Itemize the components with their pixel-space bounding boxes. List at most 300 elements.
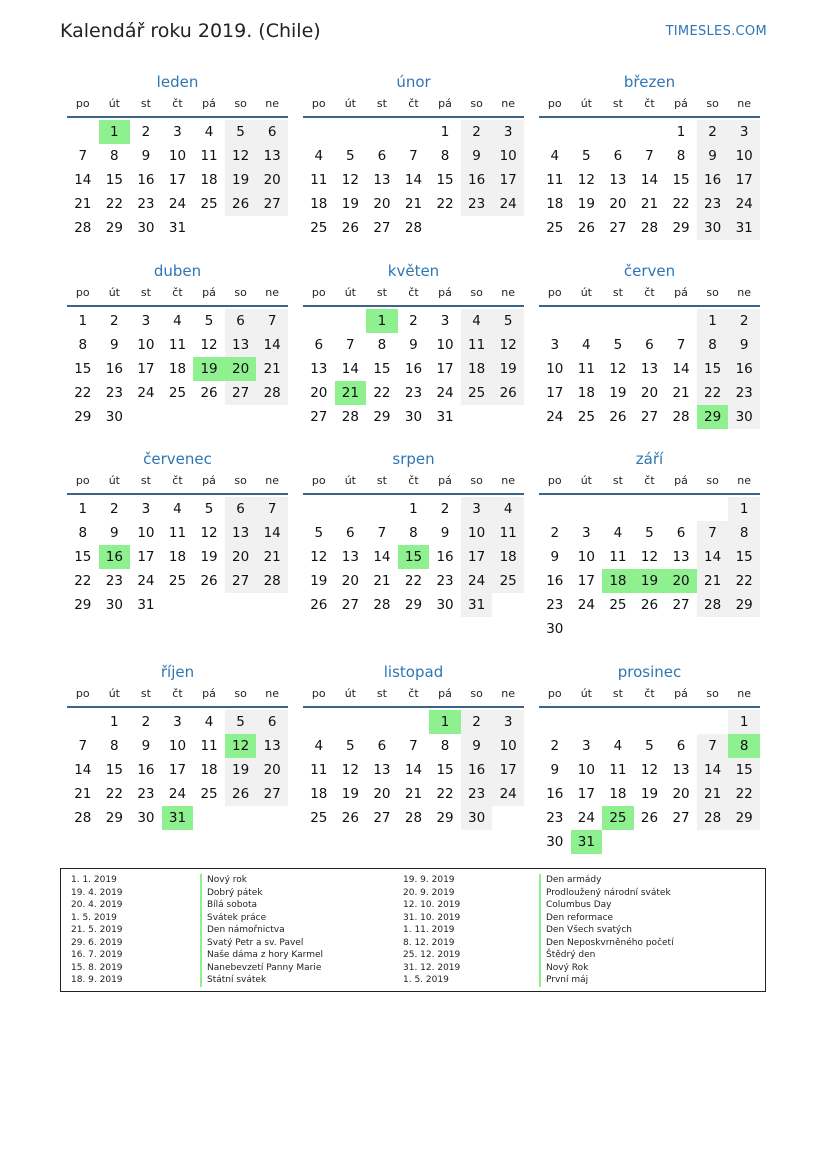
day-cell: 9 bbox=[461, 734, 493, 758]
day-grid bbox=[67, 309, 288, 429]
day-cell: 30 bbox=[137, 810, 155, 826]
legend-names-col-1 bbox=[200, 874, 323, 987]
weekday-label: pá bbox=[674, 286, 688, 299]
weekday-label: pá bbox=[438, 474, 452, 487]
weekday-label: čt bbox=[644, 474, 655, 487]
weekday-label: pá bbox=[202, 474, 216, 487]
day-cell: 15 bbox=[74, 361, 92, 377]
day-cell: 2 bbox=[461, 710, 493, 734]
day-blank bbox=[602, 120, 634, 144]
day-cell: 2 bbox=[141, 714, 151, 730]
day-cell: 8 bbox=[697, 333, 729, 357]
day-cell: 30 bbox=[404, 409, 423, 425]
day-cell: 29 bbox=[105, 220, 123, 236]
day-cell: 13 bbox=[256, 734, 288, 758]
day-cell: 3 bbox=[492, 710, 524, 734]
day-cell: 7 bbox=[697, 734, 729, 758]
day-cell: 5 bbox=[645, 525, 654, 541]
day-cell: 12 bbox=[200, 337, 218, 353]
day-cell: 4 bbox=[314, 148, 324, 164]
day-cell: 3 bbox=[440, 313, 450, 329]
day-cell: 6 bbox=[256, 710, 288, 734]
day-cell: 16 bbox=[436, 549, 454, 565]
day-cell: 9 bbox=[110, 337, 119, 353]
day-cell: 26 bbox=[341, 220, 359, 236]
day-blank bbox=[665, 309, 697, 333]
holiday-day-cell: 19 bbox=[634, 569, 666, 593]
day-grid bbox=[67, 710, 288, 830]
day-cell: 19 bbox=[200, 549, 218, 565]
day-cell: 11 bbox=[461, 333, 493, 357]
day-cell: 17 bbox=[168, 172, 187, 188]
day-blank bbox=[539, 710, 571, 734]
day-cell: 6 bbox=[314, 337, 324, 353]
day-cell: 13 bbox=[310, 361, 328, 377]
day-blank bbox=[571, 710, 603, 734]
holiday-day-cell: 21 bbox=[335, 381, 367, 405]
month-březen bbox=[539, 70, 760, 240]
day-cell: 27 bbox=[640, 409, 659, 425]
day-cell: 19 bbox=[225, 758, 257, 782]
day-cell: 2 bbox=[440, 501, 450, 517]
day-blank bbox=[571, 120, 603, 144]
day-cell: 9 bbox=[440, 525, 450, 541]
legend-holiday-name: Prodloužený národní svátek bbox=[539, 887, 674, 900]
day-cell: 28 bbox=[373, 597, 391, 613]
day-cell: 3 bbox=[141, 501, 151, 517]
day-cell: 30 bbox=[697, 216, 729, 240]
holiday-day-cell: 8 bbox=[728, 734, 760, 758]
day-cell: 19 bbox=[341, 786, 359, 802]
day-cell: 25 bbox=[492, 569, 524, 593]
day-cell: 7 bbox=[78, 148, 88, 164]
day-cell: 25 bbox=[546, 220, 564, 236]
month-říjen bbox=[67, 660, 288, 830]
day-cell: 24 bbox=[577, 810, 595, 826]
legend-date: 1. 5. 2019 bbox=[403, 975, 449, 985]
month-srpen bbox=[303, 447, 524, 617]
weekday-label: čt bbox=[172, 687, 183, 700]
day-cell: 9 bbox=[550, 762, 560, 778]
day-cell: 22 bbox=[373, 385, 391, 401]
day-cell: 23 bbox=[137, 196, 155, 212]
weekday-label: so bbox=[706, 687, 719, 700]
weekday-label: ne bbox=[265, 474, 280, 487]
day-cell: 18 bbox=[461, 357, 493, 381]
day-cell: 2 bbox=[141, 124, 151, 140]
weekday-label: čt bbox=[644, 286, 655, 299]
day-cell: 19 bbox=[492, 357, 524, 381]
weekday-label: ne bbox=[737, 474, 752, 487]
legend-date: 1. 1. 2019 bbox=[71, 875, 117, 885]
day-cell: 21 bbox=[640, 196, 659, 212]
day-cell: 11 bbox=[310, 172, 328, 188]
day-cell: 12 bbox=[200, 525, 218, 541]
day-cell: 16 bbox=[461, 758, 493, 782]
day-cell: 22 bbox=[74, 385, 92, 401]
day-cell: 12 bbox=[341, 762, 359, 778]
legend-holiday-name: Státní svátek bbox=[200, 974, 323, 987]
day-cell: 2 bbox=[110, 501, 119, 517]
day-cell: 13 bbox=[341, 549, 359, 565]
day-blank bbox=[571, 309, 603, 333]
day-grid bbox=[303, 497, 524, 617]
day-cell: 17 bbox=[577, 573, 595, 589]
weekday-label: ne bbox=[265, 687, 280, 700]
legend-date: 1. 11. 2019 bbox=[403, 925, 455, 935]
day-cell: 18 bbox=[609, 786, 627, 802]
day-cell: 27 bbox=[373, 810, 391, 826]
weekday-label: čt bbox=[408, 474, 419, 487]
weekday-label: po bbox=[75, 474, 90, 487]
day-cell: 20 bbox=[373, 786, 391, 802]
day-cell: 1 bbox=[409, 501, 418, 517]
holiday-legend bbox=[60, 868, 766, 992]
day-cell: 3 bbox=[582, 525, 591, 541]
month-září bbox=[539, 447, 760, 641]
day-cell: 5 bbox=[346, 738, 355, 754]
day-cell: 7 bbox=[346, 337, 355, 353]
day-cell: 31 bbox=[728, 216, 760, 240]
weekday-header bbox=[67, 684, 288, 708]
weekday-header bbox=[303, 283, 524, 307]
day-cell: 1 bbox=[440, 124, 450, 140]
day-cell: 2 bbox=[110, 313, 119, 329]
day-cell: 27 bbox=[373, 220, 391, 236]
legend-holiday-name: Den armády bbox=[539, 874, 674, 887]
day-cell: 17 bbox=[546, 385, 564, 401]
day-blank bbox=[398, 710, 430, 734]
weekday-label: út bbox=[108, 687, 120, 700]
day-cell: 22 bbox=[728, 782, 760, 806]
legend-date: 18. 9. 2019 bbox=[71, 975, 123, 985]
day-cell: 18 bbox=[310, 786, 328, 802]
day-blank bbox=[303, 120, 335, 144]
weekday-label: út bbox=[108, 474, 120, 487]
day-cell: 17 bbox=[577, 786, 595, 802]
day-cell: 7 bbox=[697, 521, 729, 545]
day-blank bbox=[602, 497, 634, 521]
holiday-day-cell: 20 bbox=[665, 569, 697, 593]
holiday-day-cell: 1 bbox=[429, 710, 461, 734]
day-blank bbox=[602, 710, 634, 734]
weekday-header bbox=[67, 283, 288, 307]
site-logo[interactable]: TIMESLES.COM bbox=[665, 24, 767, 39]
day-cell: 13 bbox=[256, 144, 288, 168]
day-cell: 15 bbox=[105, 172, 123, 188]
weekday-label: út bbox=[580, 474, 592, 487]
day-cell: 29 bbox=[105, 810, 123, 826]
day-cell: 17 bbox=[168, 762, 187, 778]
day-cell: 26 bbox=[640, 597, 659, 613]
day-cell: 16 bbox=[546, 786, 564, 802]
day-grid bbox=[303, 120, 524, 240]
day-cell: 13 bbox=[225, 333, 257, 357]
holiday-day-cell: 31 bbox=[162, 806, 194, 830]
holiday-day-cell: 1 bbox=[99, 120, 131, 144]
month-name: duben bbox=[153, 262, 202, 280]
day-cell: 13 bbox=[609, 172, 627, 188]
day-cell: 13 bbox=[373, 172, 391, 188]
weekday-label: po bbox=[311, 97, 326, 110]
day-cell: 30 bbox=[546, 621, 564, 637]
weekday-label: po bbox=[75, 97, 90, 110]
day-cell: 27 bbox=[225, 381, 257, 405]
holiday-day-cell: 18 bbox=[602, 569, 634, 593]
day-cell: 28 bbox=[74, 810, 92, 826]
day-blank bbox=[697, 497, 729, 521]
day-cell: 2 bbox=[461, 120, 493, 144]
day-cell: 24 bbox=[137, 573, 155, 589]
day-cell: 19 bbox=[341, 196, 359, 212]
day-cell: 26 bbox=[609, 409, 627, 425]
day-cell: 7 bbox=[409, 738, 418, 754]
day-cell: 27 bbox=[672, 810, 690, 826]
month-listopad bbox=[303, 660, 524, 830]
weekday-label: ne bbox=[737, 286, 752, 299]
day-cell: 25 bbox=[200, 786, 218, 802]
day-cell: 11 bbox=[577, 361, 595, 377]
weekday-label: ne bbox=[501, 687, 516, 700]
day-blank bbox=[665, 710, 697, 734]
day-cell: 29 bbox=[74, 597, 92, 613]
day-cell: 25 bbox=[310, 220, 328, 236]
weekday-label: so bbox=[234, 474, 247, 487]
day-cell: 19 bbox=[577, 196, 595, 212]
day-cell: 11 bbox=[200, 148, 218, 164]
day-cell: 16 bbox=[105, 361, 123, 377]
legend-date: 31. 12. 2019 bbox=[403, 962, 461, 973]
day-blank bbox=[366, 120, 398, 144]
legend-names-col-2 bbox=[539, 874, 674, 987]
day-cell: 16 bbox=[461, 168, 493, 192]
legend-holiday-name: Svatý Petr a sv. Pavel bbox=[200, 937, 323, 950]
day-cell: 29 bbox=[728, 806, 760, 830]
day-blank bbox=[67, 120, 99, 144]
day-grid bbox=[539, 710, 760, 854]
weekday-label: so bbox=[470, 687, 483, 700]
day-cell: 23 bbox=[105, 573, 123, 589]
day-cell: 20 bbox=[341, 573, 359, 589]
day-cell: 11 bbox=[310, 762, 328, 778]
day-cell: 13 bbox=[373, 762, 391, 778]
day-cell: 3 bbox=[461, 497, 493, 521]
day-grid bbox=[67, 120, 288, 240]
day-cell: 22 bbox=[105, 196, 123, 212]
month-name: únor bbox=[396, 73, 431, 91]
legend-date: 20. 9. 2019 bbox=[403, 887, 455, 898]
day-cell: 18 bbox=[577, 385, 595, 401]
day-cell: 31 bbox=[137, 597, 155, 613]
day-blank bbox=[539, 120, 571, 144]
day-cell: 6 bbox=[256, 120, 288, 144]
weekday-label: st bbox=[140, 286, 151, 299]
day-cell: 20 bbox=[609, 196, 627, 212]
day-cell: 1 bbox=[110, 714, 119, 730]
legend-date: 20. 4. 2019 bbox=[71, 900, 123, 910]
month-červen bbox=[539, 259, 760, 429]
legend-date: 25. 12. 2019 bbox=[403, 950, 461, 960]
day-cell: 4 bbox=[461, 309, 493, 333]
day-cell: 9 bbox=[550, 549, 560, 565]
day-cell: 30 bbox=[105, 409, 123, 425]
day-cell: 14 bbox=[256, 333, 288, 357]
day-cell: 21 bbox=[697, 782, 729, 806]
day-cell: 30 bbox=[546, 834, 564, 850]
day-cell: 6 bbox=[377, 738, 387, 754]
weekday-label: út bbox=[108, 97, 120, 110]
day-cell: 11 bbox=[200, 738, 218, 754]
weekday-label: po bbox=[75, 286, 90, 299]
legend-holiday-name: Nový Rok bbox=[539, 962, 674, 975]
weekday-label: pá bbox=[674, 687, 688, 700]
day-cell: 21 bbox=[404, 786, 423, 802]
weekday-label: so bbox=[234, 286, 247, 299]
weekday-label: po bbox=[311, 286, 326, 299]
day-grid bbox=[67, 497, 288, 617]
day-cell: 22 bbox=[728, 569, 760, 593]
legend-holiday-name: Nanebevzetí Panny Marie bbox=[200, 962, 323, 975]
day-cell: 14 bbox=[74, 172, 92, 188]
day-cell: 4 bbox=[492, 497, 524, 521]
legend-date: 21. 5. 2019 bbox=[71, 925, 123, 935]
legend-date: 1. 5. 2019 bbox=[71, 912, 117, 923]
weekday-label: út bbox=[344, 687, 356, 700]
legend-holiday-name: Dobrý pátek bbox=[200, 887, 323, 900]
month-name: srpen bbox=[392, 450, 435, 468]
weekday-label: so bbox=[234, 687, 247, 700]
month-únor bbox=[303, 70, 524, 240]
page-title: Kalendář roku 2019. (Chile) bbox=[60, 20, 321, 42]
day-cell: 21 bbox=[256, 357, 288, 381]
holiday-day-cell: 16 bbox=[99, 545, 131, 569]
day-cell: 11 bbox=[492, 521, 524, 545]
day-cell: 23 bbox=[404, 385, 423, 401]
day-cell: 4 bbox=[613, 738, 623, 754]
day-cell: 20 bbox=[225, 545, 257, 569]
holiday-day-cell: 19 bbox=[193, 357, 225, 381]
day-blank bbox=[634, 497, 666, 521]
day-cell: 28 bbox=[697, 593, 729, 617]
day-cell: 29 bbox=[728, 593, 760, 617]
day-cell: 31 bbox=[436, 409, 454, 425]
day-blank bbox=[366, 710, 398, 734]
day-cell: 9 bbox=[697, 144, 729, 168]
day-cell: 15 bbox=[728, 758, 760, 782]
day-grid bbox=[539, 309, 760, 429]
month-name: říjen bbox=[160, 663, 195, 681]
month-name: březen bbox=[623, 73, 676, 91]
legend-date: 19. 4. 2019 bbox=[71, 887, 123, 898]
day-cell: 22 bbox=[697, 381, 729, 405]
month-name: prosinec bbox=[617, 663, 682, 681]
day-cell: 10 bbox=[461, 521, 493, 545]
day-cell: 28 bbox=[74, 220, 92, 236]
day-cell: 28 bbox=[672, 409, 690, 425]
day-cell: 8 bbox=[728, 521, 760, 545]
day-cell: 23 bbox=[105, 385, 123, 401]
holiday-day-cell: 31 bbox=[571, 830, 603, 854]
weekday-label: pá bbox=[202, 286, 216, 299]
legend-date: 19. 9. 2019 bbox=[403, 875, 455, 885]
day-cell: 8 bbox=[78, 525, 88, 541]
day-cell: 24 bbox=[492, 192, 524, 216]
weekday-label: st bbox=[140, 687, 151, 700]
day-cell: 21 bbox=[697, 569, 729, 593]
legend-holiday-name: Den reformace bbox=[539, 912, 674, 925]
day-cell: 12 bbox=[609, 361, 627, 377]
day-cell: 16 bbox=[137, 762, 155, 778]
day-cell: 6 bbox=[613, 148, 623, 164]
weekday-label: pá bbox=[438, 286, 452, 299]
legend-holiday-name: Naše dáma z hory Karmel bbox=[200, 949, 323, 962]
day-cell: 14 bbox=[697, 758, 729, 782]
weekday-label: st bbox=[612, 687, 623, 700]
day-cell: 11 bbox=[546, 172, 564, 188]
day-cell: 16 bbox=[728, 357, 760, 381]
holiday-day-cell: 29 bbox=[697, 405, 729, 429]
day-cell: 4 bbox=[204, 124, 214, 140]
legend-holiday-name: Svátek práce bbox=[200, 912, 323, 925]
day-cell: 24 bbox=[728, 192, 760, 216]
day-cell: 22 bbox=[436, 196, 454, 212]
day-cell: 8 bbox=[78, 337, 88, 353]
day-cell: 15 bbox=[373, 361, 391, 377]
day-cell: 7 bbox=[256, 497, 288, 521]
day-cell: 3 bbox=[728, 120, 760, 144]
weekday-label: ne bbox=[501, 474, 516, 487]
weekday-label: pá bbox=[202, 97, 216, 110]
weekday-label: čt bbox=[644, 687, 655, 700]
day-cell: 7 bbox=[78, 738, 88, 754]
day-cell: 3 bbox=[582, 738, 591, 754]
weekday-header bbox=[67, 471, 288, 495]
day-cell: 27 bbox=[225, 569, 257, 593]
legend-date: 16. 7. 2019 bbox=[71, 950, 123, 960]
month-leden bbox=[67, 70, 288, 240]
weekday-label: čt bbox=[644, 97, 655, 110]
day-cell: 27 bbox=[609, 220, 627, 236]
weekday-label: čt bbox=[408, 687, 419, 700]
weekday-label: po bbox=[547, 687, 562, 700]
day-cell: 22 bbox=[404, 573, 423, 589]
day-cell: 14 bbox=[404, 762, 423, 778]
weekday-label: po bbox=[311, 474, 326, 487]
day-cell: 2 bbox=[697, 120, 729, 144]
day-cell: 29 bbox=[373, 409, 391, 425]
day-grid bbox=[539, 497, 760, 641]
day-cell: 12 bbox=[341, 172, 359, 188]
day-cell: 15 bbox=[672, 172, 690, 188]
day-cell: 10 bbox=[436, 337, 454, 353]
day-cell: 10 bbox=[168, 738, 187, 754]
day-cell: 17 bbox=[461, 545, 493, 569]
legend-date: 8. 12. 2019 bbox=[403, 937, 455, 948]
weekday-label: út bbox=[580, 97, 592, 110]
day-blank bbox=[539, 497, 571, 521]
day-blank bbox=[634, 120, 666, 144]
legend-date: 15. 8. 2019 bbox=[71, 962, 123, 973]
day-cell: 15 bbox=[74, 549, 92, 565]
day-cell: 20 bbox=[640, 385, 659, 401]
day-cell: 13 bbox=[640, 361, 659, 377]
day-cell: 3 bbox=[141, 313, 151, 329]
day-cell: 31 bbox=[168, 220, 187, 236]
day-blank bbox=[398, 120, 430, 144]
day-blank bbox=[602, 309, 634, 333]
weekday-label: čt bbox=[172, 286, 183, 299]
day-cell: 30 bbox=[728, 405, 760, 429]
